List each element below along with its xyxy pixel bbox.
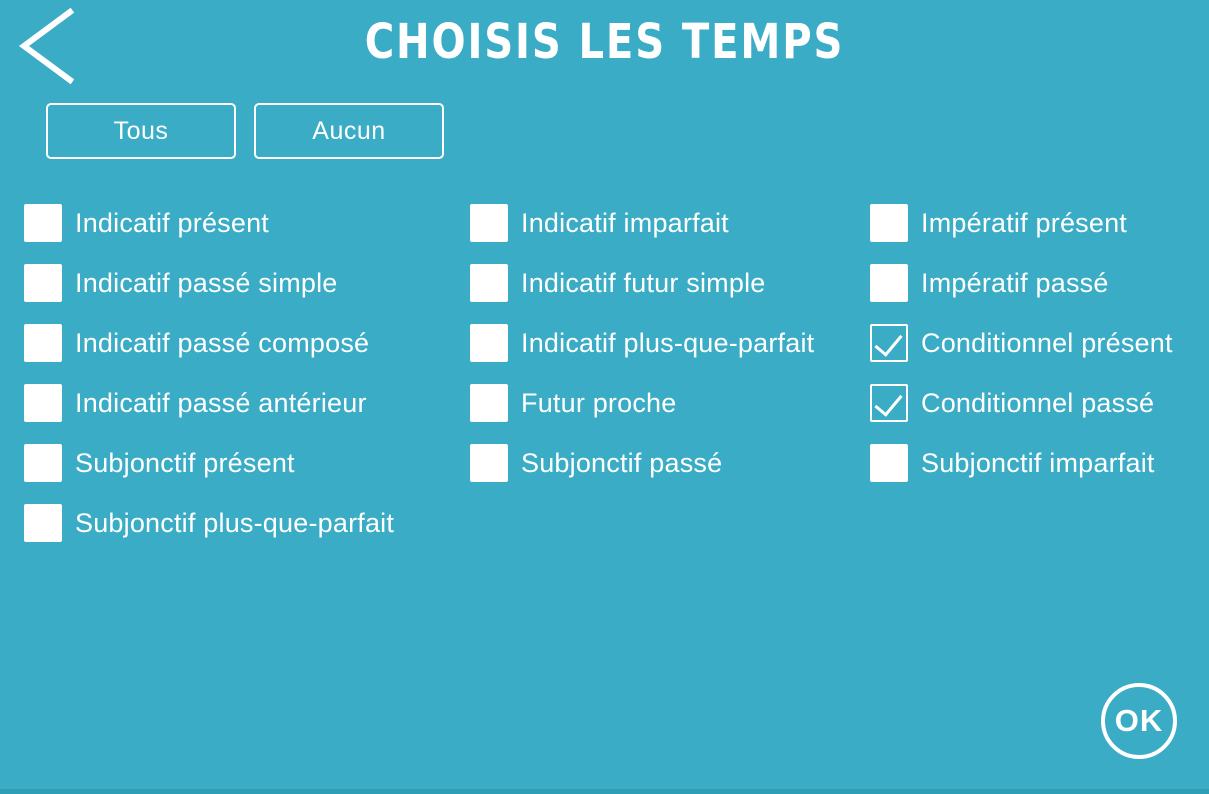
checkbox-futur-proche[interactable] (470, 384, 508, 422)
checkbox-label: Indicatif présent (75, 207, 270, 238)
checkbox-row[interactable] (24, 500, 470, 546)
checkbox-label: Indicatif plus-que-parfait (521, 327, 815, 358)
checkbox-indicatif-passe-anterieur[interactable] (24, 384, 62, 422)
checkbox-row[interactable] (470, 440, 870, 486)
checkbox-row[interactable] (24, 320, 470, 366)
checkbox-indicatif-futur-simple[interactable] (470, 264, 508, 302)
checkbox-label: Subjonctif imparfait (921, 447, 1155, 478)
checkbox-label: Indicatif passé composé (75, 327, 370, 358)
checkbox-subjonctif-imparfait[interactable] (870, 444, 908, 482)
checkbox-label: Conditionnel présent (921, 327, 1173, 358)
checkbox-conditionnel-present[interactable] (870, 324, 908, 362)
checkbox-subjonctif-present[interactable] (24, 444, 62, 482)
checkbox-indicatif-present[interactable] (24, 204, 62, 242)
checkbox-row[interactable] (870, 260, 1200, 306)
checkbox-imperatif-present[interactable] (870, 204, 908, 242)
select-none-button[interactable]: Aucun (254, 103, 444, 159)
checkbox-row[interactable] (870, 440, 1200, 486)
checkbox-row[interactable] (24, 380, 470, 426)
checkbox-row[interactable] (470, 320, 870, 366)
checkbox-imperatif-passe[interactable] (870, 264, 908, 302)
header (0, 0, 1209, 96)
checkbox-label: Indicatif passé antérieur (75, 387, 367, 418)
checkbox-row[interactable] (24, 440, 470, 486)
checkbox-row[interactable] (24, 200, 470, 246)
tense-checkbox-grid (24, 200, 1199, 560)
checkbox-label: Indicatif futur simple (521, 267, 766, 298)
checkbox-label: Futur proche (521, 387, 677, 418)
grid-spacer (470, 500, 870, 546)
checkbox-subjonctif-passe[interactable] (470, 444, 508, 482)
checkbox-row[interactable] (870, 200, 1200, 246)
checkbox-subjonctif-plus-que-parfait[interactable] (24, 504, 62, 542)
checkbox-row[interactable] (870, 380, 1200, 426)
checkbox-row[interactable] (470, 260, 870, 306)
checkbox-conditionnel-passe[interactable] (870, 384, 908, 422)
checkbox-row[interactable] (24, 260, 470, 306)
checkbox-label: Conditionnel passé (921, 387, 1155, 418)
checkbox-label: Subjonctif passé (521, 447, 723, 478)
page-title: CHOISIS LES TEMPS (364, 14, 845, 70)
checkbox-label: Impératif présent (921, 207, 1127, 238)
checkbox-indicatif-passe-simple[interactable] (24, 264, 62, 302)
checkbox-label: Impératif passé (921, 267, 1109, 298)
checkbox-indicatif-imparfait[interactable] (470, 204, 508, 242)
checkbox-label: Subjonctif plus-que-parfait (75, 507, 395, 538)
checkbox-indicatif-passe-compose[interactable] (24, 324, 62, 362)
checkbox-indicatif-plus-que-parfait[interactable] (470, 324, 508, 362)
checkbox-label: Indicatif imparfait (521, 207, 729, 238)
checkbox-row[interactable] (470, 200, 870, 246)
checkbox-row[interactable] (870, 320, 1200, 366)
select-all-button[interactable]: Tous (46, 103, 236, 159)
checkbox-label: Subjonctif présent (75, 447, 295, 478)
checkbox-row[interactable] (470, 380, 870, 426)
grid-spacer (870, 500, 1200, 546)
bulk-selection-buttons (46, 103, 444, 159)
ok-button[interactable]: OK (1101, 683, 1177, 759)
bottom-divider (0, 789, 1209, 794)
checkbox-label: Indicatif passé simple (75, 267, 338, 298)
